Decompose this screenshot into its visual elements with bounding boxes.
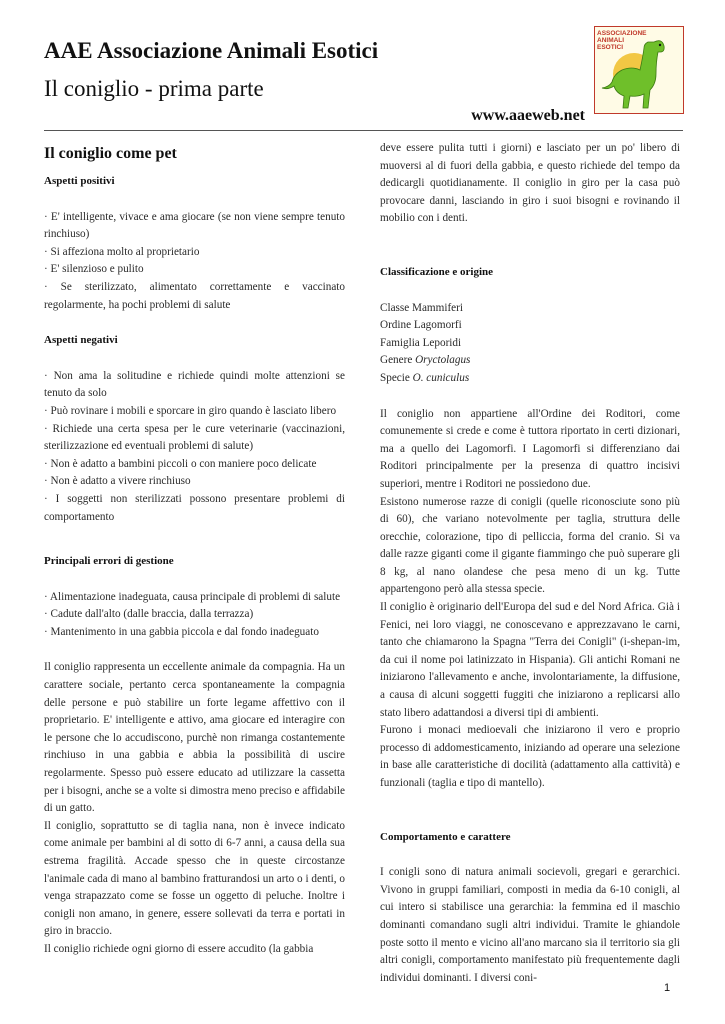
- body-paragraph: Il coniglio è originario dell'Europa del sud e del Nord Africa. Già i Fenici, nei loro viaggi, ne conoscevano e apprezzavano le carni, tanto che chiamarono la Spagna "Terra dei Conigli" (i-shepan-im, da cui il nome poi latinizzato in Hispania). Gli antichi Romani ne iniziarono l'allevamento e anche, involontariamente, la diffusione, a causa di alcuni soggetti fuggiti che iniziarono a replicarsi allo stato libero adattandosi a diversi tipi di ambienti.: [380, 601, 680, 719]
- subheading-comportamento: Comportamento e carattere: [380, 830, 511, 843]
- body-paragraph: Il coniglio richiede ogni giorno di essere accudito (la gabbia: [44, 942, 314, 955]
- website-url[interactable]: www.aaeweb.net: [471, 107, 585, 124]
- list-item: · Se sterilizzato, alimentato correttamente e vaccinato regolarmente, ha pochi problemi di salute: [44, 280, 345, 311]
- body-paragraph: Il coniglio rappresenta un eccellente animale da compagnia. Ha un carattere sociale, pertanto cerca spontaneamente la compagnia delle persone e può stabilire un forte legame affettivo con il proprietario. E' intelligente e attivo, ama giocare ed interagire con le persone che lo accudiscono, purchè non rimanga costantemente rinchiuso in una gabbia e abbia la possibilità di uscire regolarmente. Spesso può essere educato ad utilizzare la cassetta per i bisogni, anche se a volte si dimostra meno preciso e affidabile di un gatto.: [44, 661, 345, 815]
- list-item: · Alimentazione inadeguata, causa principale di problemi di salute: [44, 590, 341, 603]
- list-item: · Mantenimento in una gabbia piccola e dal fondo inadeguato: [44, 625, 319, 638]
- list-item: · Non è adatto a vivere rinchiuso: [44, 475, 191, 488]
- list-item: · Si affeziona molto al proprietario: [44, 245, 200, 258]
- svg-text:ASSOCIAZIONE: ASSOCIAZIONE: [597, 30, 647, 37]
- body-paragraph: I conigli sono di natura animali socievoli, gregari e gerarchici. Vivono in gruppi familiari, composti in media da 6-10 conigli, al cui intero si stabilisce una gerarchia: la femmina ed il maschio dominanti comandano sugli altri individui. Tramite le ghiandole poste sotto il mento e vicino all'ano marcano sia il territorio sia gli altri conigli, comportamento manifestato più frequentemente dagli individui dominanti. I diversi coni-: [380, 866, 680, 984]
- taxonomy-label: Specie: [380, 371, 413, 384]
- taxonomy-value: Oryctolagus: [415, 354, 471, 367]
- taxonomy-label: Genere: [380, 354, 416, 367]
- list-item: · I soggetti non sterilizzati possono presentare problemi di comportamento: [44, 492, 345, 523]
- svg-text:ESOTICI: ESOTICI: [597, 44, 624, 51]
- taxonomy-row: [380, 352, 680, 370]
- subheading-aspetti-positivi: Aspetti positivi: [44, 175, 115, 187]
- taxonomy-row: [380, 370, 680, 388]
- subheading-classificazione: Classificazione e origine: [380, 265, 494, 278]
- body-paragraph: Esistono numerose razze di conigli (quelle riconosciute sono più di 60), che variano notevolmente per taglia, struttura delle orecchie, colorazione, tipo di pelliccia, forma del cranio. Si va dalle razze giganti come il gigante fiammingo che può superare gli 8 kg, al nano olandese che pesa meno di un kg. Tutte appartengono però alla stessa specie.: [380, 495, 680, 596]
- body-paragraph: Furono i monaci medioevali che iniziarono il vero e proprio processo di addomesticamento, iniziando ad operare una selezione in base alle caratteristiche di docilità (adattamento alla cattività) e funzionali (taglia e tipo di mantello).: [380, 724, 680, 789]
- section-heading-pet: Il coniglio come pet: [44, 145, 177, 162]
- body-paragraph: deve essere pulita tutti i giorni) e lasciato per un po' libero di muoversi al di fuori della gabbia, e questo richiede del tempo da dedicargli quotidianamente. Il coniglio in giro per la casa può provocare danni, lasciando in giro i suoi bisogni e rovinando il mobilio con i denti.: [380, 142, 680, 225]
- document-subtitle: Il coniglio - prima parte: [44, 76, 264, 101]
- taxonomy-value: Leporidi: [422, 336, 462, 349]
- taxonomy-label: Famiglia: [380, 336, 423, 349]
- header-divider: [44, 130, 683, 131]
- body-paragraph: Il coniglio, soprattutto se di taglia nana, non è invece indicato come animale per bambini al di sotto di 6-7 anni, a causa della sua estrema fragilità. Accade spesso che in queste circostanze l'animale cada di mano al bambino fratturandosi un arto o i denti, o venga strapazzato come se fosse un oggetto di peluche. Inoltre i conigli non amano, in genere, essere sollevati da terra e portati in giro in braccio.: [44, 819, 345, 938]
- left-column: [44, 138, 345, 959]
- taxonomy-value: O. cuniculus: [412, 371, 470, 384]
- taxonomy-row: [380, 335, 680, 353]
- subheading-errori-gestione: Principali errori di gestione: [44, 555, 174, 568]
- list-item: · Può rovinare i mobili e sporcare in giro quando è lasciato libero: [44, 404, 337, 417]
- page-number: 1: [664, 982, 671, 994]
- dinosaur-logo-icon: [594, 26, 684, 114]
- taxonomy-label: Ordine: [380, 319, 414, 332]
- list-item: · Cadute dall'alto (dalle braccia, dalla terrazza): [44, 608, 254, 621]
- aae-logo: [594, 26, 684, 114]
- list-item: · Richiede una certa spesa per le cure veterinarie (vaccinazioni, sterilizzazione ed eventuali problemi di salute): [44, 422, 345, 453]
- right-column: [380, 140, 680, 987]
- taxonomy-value: Mammiferi: [412, 301, 463, 314]
- list-item: · E' silenzioso e pulito: [44, 263, 144, 276]
- taxonomy-row: [380, 317, 680, 335]
- body-paragraph: Il coniglio non appartiene all'Ordine dei Roditori, come comunemente si crede e come è tuttora riportato in certi dizionari, ma a quello dei Lagomorfi. I Lagomorfi si differenziano dai Roditori principalmente per la presenza di quattro incisivi superiori, mentre i Roditori ne possiedono due.: [380, 407, 680, 490]
- list-item: · Non ama la solitudine e richiede quindi molte attenzioni se tenuto da solo: [44, 369, 345, 400]
- svg-text:ANIMALI: ANIMALI: [597, 37, 625, 44]
- subheading-aspetti-negativi: Aspetti negativi: [44, 334, 118, 347]
- taxonomy-row: [380, 300, 680, 318]
- document-title: AAE Associazione Animali Esotici: [44, 38, 379, 63]
- list-item: · Non è adatto a bambini piccoli o con maniere poco delicate: [44, 457, 317, 470]
- taxonomy-label: Classe: [380, 301, 413, 314]
- taxonomy-value: Lagomorfi: [413, 319, 462, 332]
- list-item: · E' intelligente, vivace e ama giocare (se non viene sempre tenuto rinchiuso): [44, 210, 345, 241]
